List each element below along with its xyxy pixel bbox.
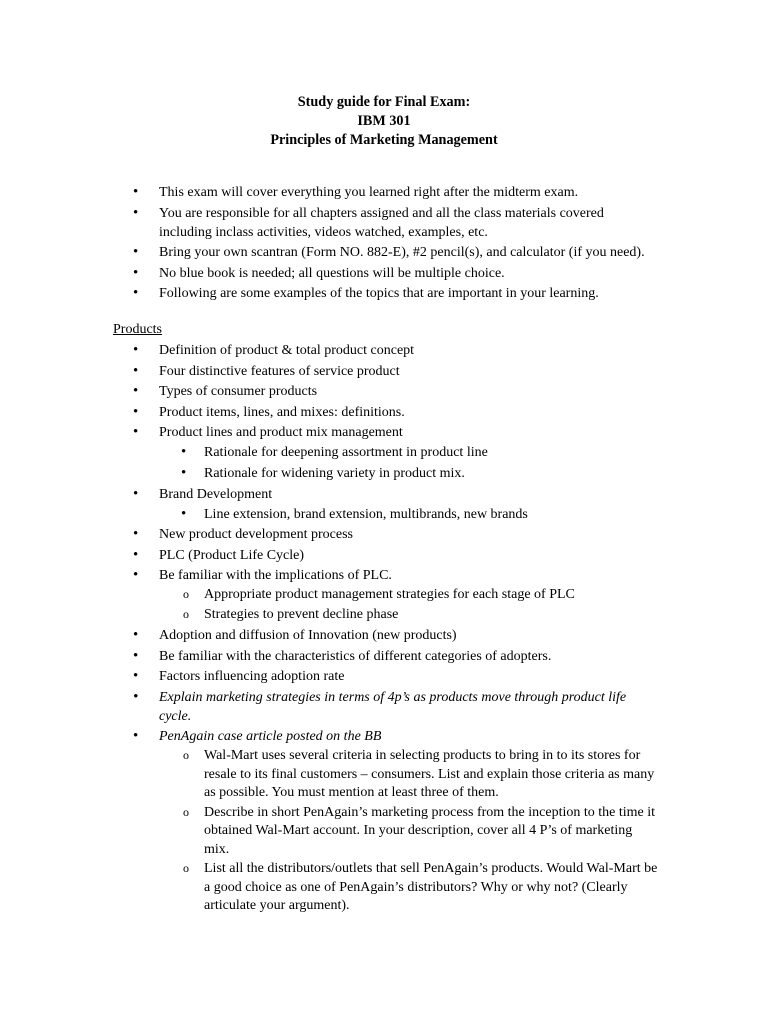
sub-list-item: o Wal-Mart uses several criteria in selecting products to bring in to its stores for resale to its final customers – consumers. List and explain those criteria as many as possible. You must mention at least three of them.: [0, 747, 659, 802]
header-course-name: Principles of Marketing Management: [270, 132, 498, 148]
list-item: • You are responsible for all chapters assigned and all the class materials covered including inclass activities, videos watched, examples, etc.: [0, 204, 659, 242]
sub-list-item: • Rationale for deepening assortment in product line: [0, 443, 659, 462]
list-item: • Following are some examples of the topics that are important in your learning.: [0, 284, 659, 303]
products-list: [0, 341, 768, 915]
sub-list: [159, 586, 659, 624]
document-body: [0, 183, 768, 917]
sub-list-item: o Describe in short PenAgain’s marketing process from the inception to the time it obtained Wal-Mart account. In your description, cover all 4 P’s of marketing mix.: [0, 804, 659, 859]
list-item: • Factors influencing adoption rate: [0, 667, 659, 686]
sub-list-item: o List all the distributors/outlets that sell PenAgain’s products. Would Wal-Mart be a good choice as one of PenAgain’s distributors? Why or why not? (Clearly articulate your argument).: [0, 860, 659, 915]
sub-list-item: o Appropriate product management strategies for each stage of PLC: [0, 586, 659, 604]
list-item: • New product development process: [0, 525, 659, 544]
list-item: • Explain marketing strategies in terms of 4p’s as products move through product life cycle.: [0, 688, 659, 726]
list-item-label: Be familiar with the implications of PLC.: [159, 568, 392, 584]
list-item: • Be familiar with the characteristics of different categories of adopters.: [0, 647, 659, 666]
sub-list: [159, 443, 659, 483]
sub-list: [159, 505, 659, 524]
list-item: • This exam will cover everything you learned right after the midterm exam.: [0, 183, 659, 202]
list-item: • No blue book is needed; all questions will be multiple choice.: [0, 264, 659, 283]
list-item: • Four distinctive features of service product: [0, 362, 659, 381]
header-course-code: IBM 301: [357, 113, 411, 129]
sub-list: [159, 747, 659, 915]
intro-list: [0, 183, 768, 303]
sub-list-item: o Strategies to prevent decline phase: [0, 606, 659, 624]
list-item-label: PenAgain case article posted on the BB: [159, 729, 382, 745]
section-title-products: Products: [113, 322, 162, 338]
sub-list-item: • Line extension, brand extension, multibrands, new brands: [0, 505, 659, 524]
list-item-brand-development: [0, 485, 659, 524]
list-item-label: Product lines and product mix management: [159, 425, 403, 441]
list-item-product-lines: [0, 423, 659, 483]
list-item: • Product items, lines, and mixes: definitions.: [0, 403, 659, 422]
list-item-penagain: [0, 727, 659, 915]
list-item: • Types of consumer products: [0, 382, 659, 401]
list-item-label: Brand Development: [159, 486, 273, 502]
list-item: • PLC (Product Life Cycle): [0, 546, 659, 565]
list-item-plc: [0, 566, 659, 624]
list-item: • Definition of product & total product concept: [0, 341, 659, 360]
sub-list-item: • Rationale for widening variety in product mix.: [0, 464, 659, 483]
list-item: • Adoption and diffusion of Innovation (new products): [0, 626, 659, 645]
list-item: • Bring your own scantran (Form NO. 882-E), #2 pencil(s), and calculator (if you need).: [0, 243, 659, 262]
header-title: Study guide for Final Exam:: [297, 94, 471, 110]
document-header: [0, 93, 768, 150]
